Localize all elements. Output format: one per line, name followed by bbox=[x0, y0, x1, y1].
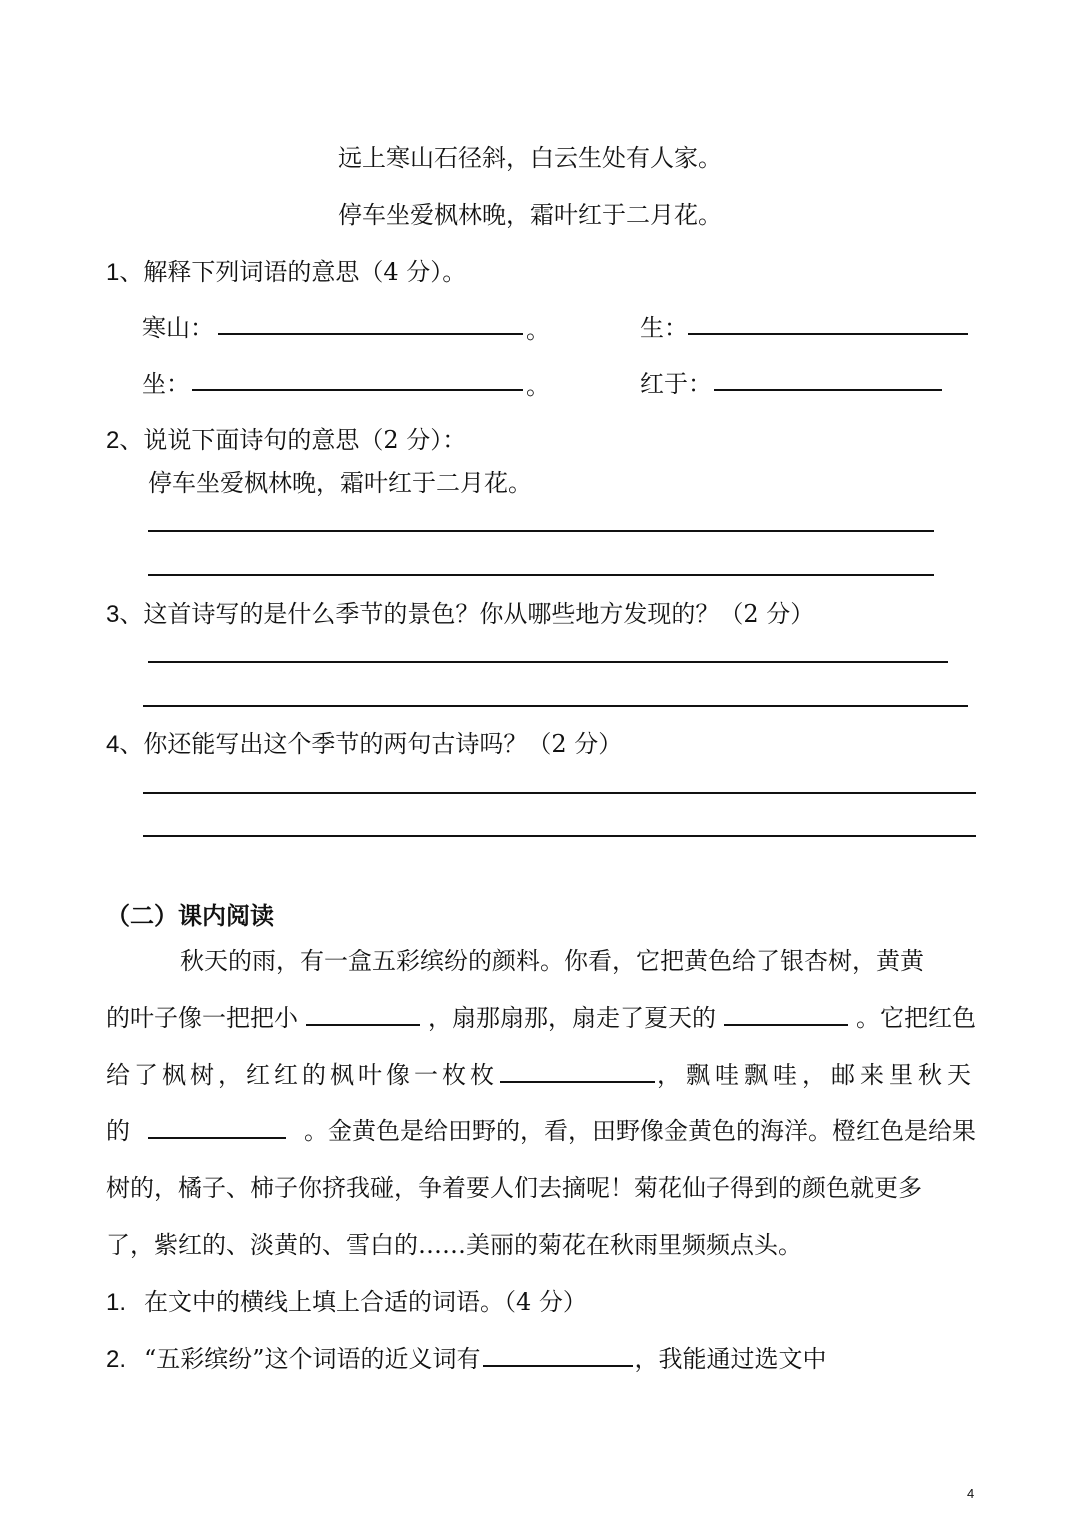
sub-question-1 bbox=[106, 1282, 587, 1317]
sub-question-text: ，我能通过选文中 bbox=[634, 1345, 827, 1373]
sub-question-2 bbox=[106, 1339, 827, 1374]
fill-blank[interactable] bbox=[500, 1059, 655, 1083]
answer-line[interactable] bbox=[143, 705, 968, 707]
question-text: 解释下列词语的意思（4 分）。 bbox=[143, 258, 467, 286]
answer-line[interactable] bbox=[148, 574, 934, 576]
question-1 bbox=[106, 252, 466, 287]
question-2 bbox=[106, 420, 466, 455]
answer-line[interactable] bbox=[148, 530, 934, 532]
answer-blank[interactable] bbox=[714, 389, 942, 391]
sub-question-number: 2. bbox=[106, 1346, 127, 1373]
passage-line-2 bbox=[106, 998, 976, 1033]
question-text: 这首诗写的是什么季节的景色？你从哪些地方发现的？（2 分） bbox=[143, 600, 815, 628]
q2-quote: 停车坐爱枫林晚，霜叶红于二月花。 bbox=[148, 469, 532, 497]
q1-item-suffix: 。 bbox=[526, 372, 550, 400]
question-number: 4、 bbox=[106, 731, 144, 758]
q1-item-label: 生： bbox=[640, 314, 688, 342]
page-number: 4 bbox=[967, 1486, 975, 1501]
passage-text: ，飘哇飘哇，邮来里秋天 bbox=[657, 1061, 976, 1089]
fill-blank[interactable] bbox=[724, 1002, 848, 1026]
passage-line-6: 了，紫红的、淡黄的、雪白的……美丽的菊花在秋雨里频频点头。 bbox=[106, 1231, 802, 1259]
poem-line-2: 停车坐爱枫林晚，霜叶红于二月花。 bbox=[338, 201, 722, 229]
passage-text: 给了枫树，红红的枫叶像一枚枚 bbox=[106, 1061, 498, 1089]
question-4 bbox=[106, 724, 622, 759]
answer-line[interactable] bbox=[143, 792, 976, 794]
answer-blank[interactable] bbox=[218, 333, 523, 335]
fill-blank[interactable] bbox=[483, 1343, 633, 1367]
fill-blank[interactable] bbox=[306, 1002, 420, 1026]
passage-line-1: 秋天的雨，有一盒五彩缤纷的颜料。你看，它把黄色给了银杏树，黄黄 bbox=[180, 947, 924, 975]
question-number: 3、 bbox=[106, 601, 144, 628]
section-heading: （二）课内阅读 bbox=[106, 901, 274, 930]
passage-line-4 bbox=[106, 1111, 976, 1146]
passage-line-5: 树的，橘子、柿子你挤我碰，争着要人们去摘呢！菊花仙子得到的颜色就更多 bbox=[106, 1174, 922, 1202]
question-number: 1、 bbox=[106, 259, 144, 286]
poem-line-1: 远上寒山石径斜，白云生处有人家。 bbox=[338, 144, 722, 172]
passage-text: ，扇那扇那，扇走了夏天的 bbox=[428, 1004, 716, 1032]
fill-blank[interactable] bbox=[148, 1115, 286, 1139]
passage-text: 。它把红色 bbox=[856, 1004, 976, 1032]
passage-text: 的 bbox=[106, 1117, 130, 1145]
sub-question-text: “五彩缤纷”这个词语的近义词有 bbox=[144, 1345, 481, 1373]
question-text: 说说下面诗句的意思（2 分）： bbox=[143, 426, 467, 454]
question-3 bbox=[106, 594, 814, 629]
passage-line-3 bbox=[106, 1055, 976, 1090]
answer-blank[interactable] bbox=[688, 333, 968, 335]
sub-question-text: 在文中的横线上填上合适的词语。（4 分） bbox=[144, 1288, 587, 1316]
q1-item-label: 寒山： bbox=[142, 314, 214, 342]
passage-text: 的叶子像一把把小 bbox=[106, 1004, 298, 1032]
answer-line[interactable] bbox=[143, 835, 976, 837]
q1-item-suffix: 。 bbox=[526, 316, 550, 344]
q1-item-label: 红于： bbox=[640, 370, 712, 398]
q1-item-label: 坐： bbox=[142, 370, 190, 398]
sub-question-number: 1. bbox=[106, 1289, 127, 1316]
question-text: 你还能写出这个季节的两句古诗吗？（2 分） bbox=[143, 730, 623, 758]
question-number: 2、 bbox=[106, 427, 144, 454]
answer-blank[interactable] bbox=[192, 389, 523, 391]
passage-text: 。金黄色是给田野的，看，田野像金黄色的海洋。橙红色是给果 bbox=[304, 1117, 976, 1145]
answer-line[interactable] bbox=[148, 661, 948, 663]
